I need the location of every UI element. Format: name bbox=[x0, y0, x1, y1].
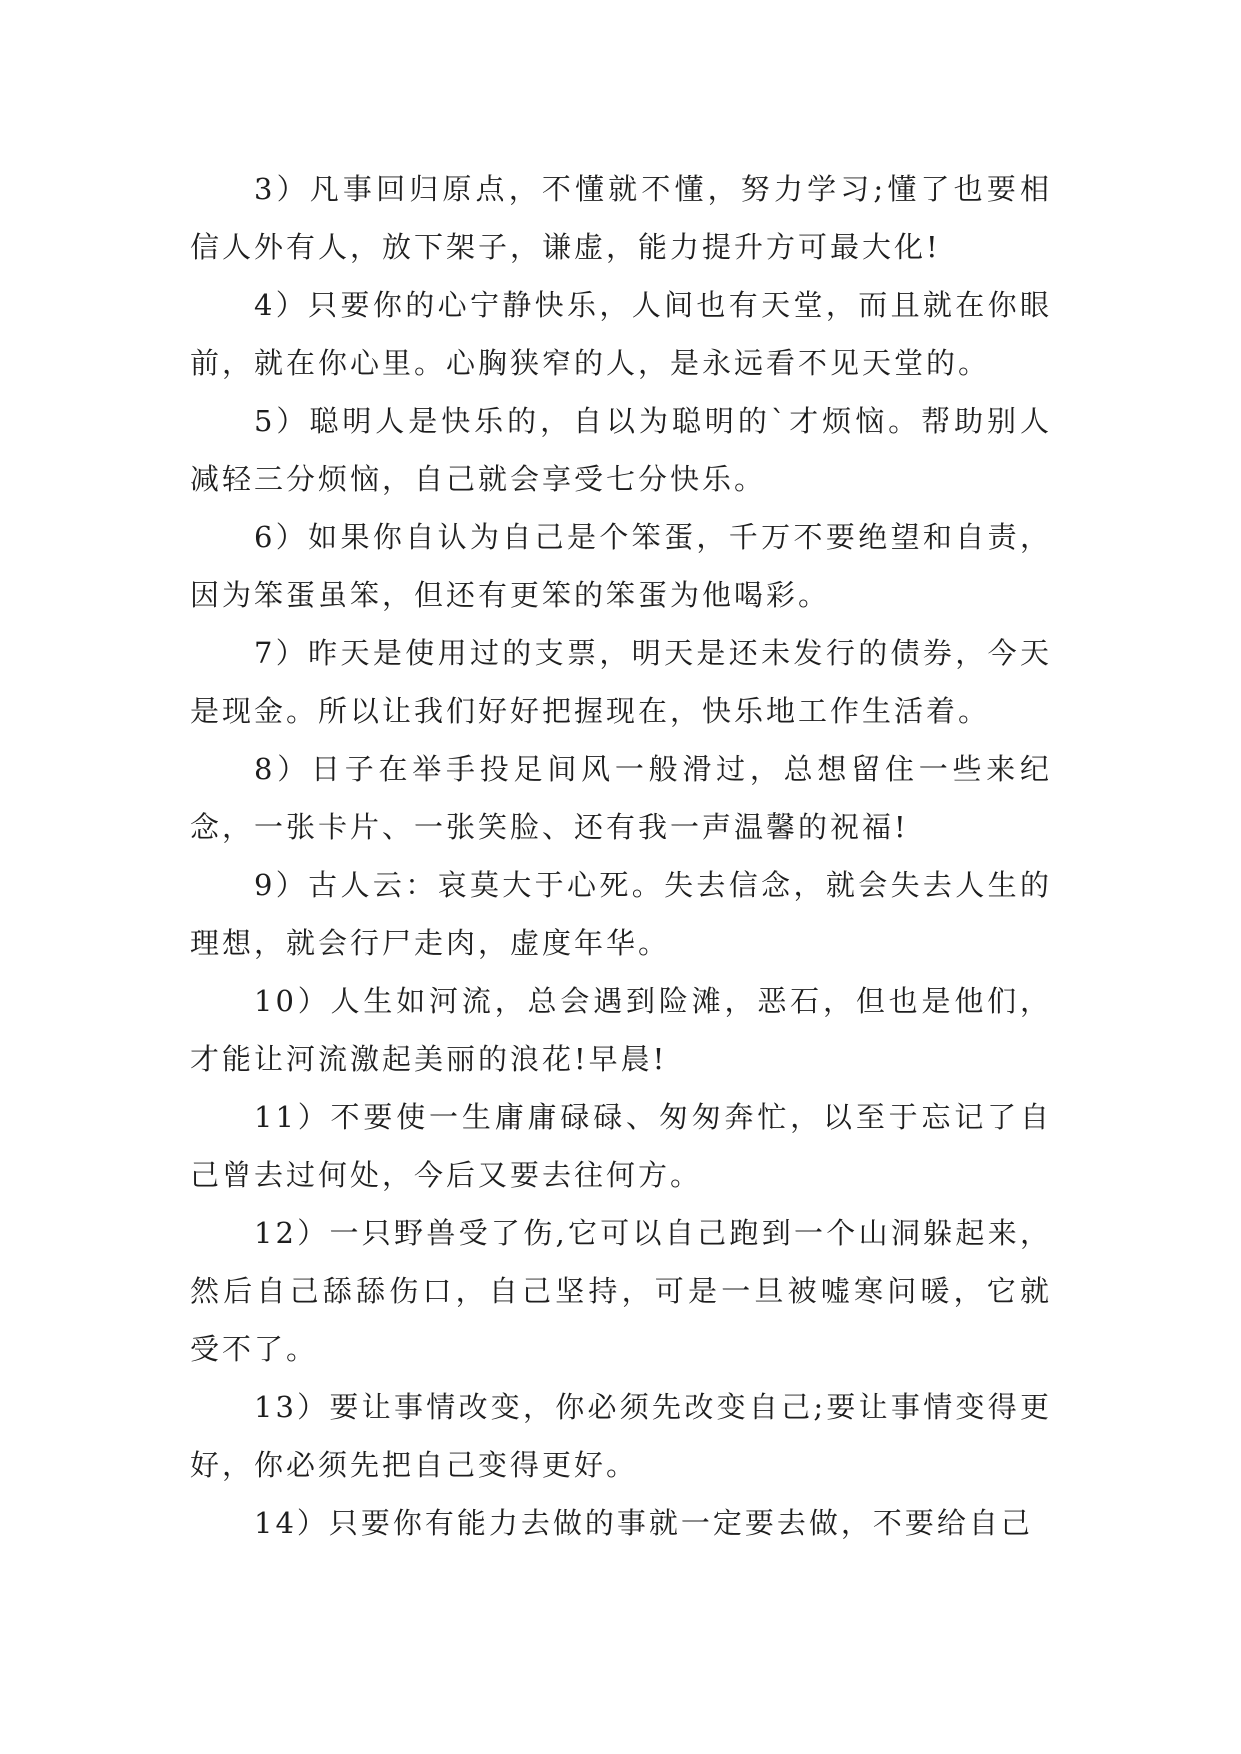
paragraph-4: 4）只要你的心宁静快乐，人间也有天堂，而且就在你眼前，就在你心里。心胸狭窄的人，是永远看不见天堂的。 bbox=[190, 288, 1052, 380]
paragraph-9: 9）古人云：哀莫大于心死。失去信念，就会失去人生的理想，就会行尸走肉，虚度年华。 bbox=[190, 868, 1052, 960]
paragraph-7: 7）昨天是使用过的支票，明天是还未发行的债券，今天是现金。所以让我们好好把握现在，快乐地工作生活着。 bbox=[190, 636, 1052, 728]
paragraph-5: 5）聪明人是快乐的，自以为聪明的`才烦恼。帮助别人减轻三分烦恼，自己就会享受七分快乐。 bbox=[190, 404, 1052, 496]
document-body bbox=[190, 160, 1052, 1552]
paragraph-6: 6）如果你自认为自己是个笨蛋，千万不要绝望和自责，因为笨蛋虽笨，但还有更笨的笨蛋为他喝彩。 bbox=[190, 520, 1052, 612]
paragraph-8: 8）日子在举手投足间风一般滑过，总想留住一些来纪念，一张卡片、一张笑脸、还有我一声温馨的祝福! bbox=[190, 752, 1052, 844]
paragraph-13: 13）要让事情改变，你必须先改变自己;要让事情变得更好，你必须先把自己变得更好。 bbox=[190, 1390, 1052, 1482]
paragraph-11: 11）不要使一生庸庸碌碌、匆匆奔忙，以至于忘记了自己曾去过何处，今后又要去往何方。 bbox=[190, 1100, 1052, 1192]
paragraph-3: 3）凡事回归原点，不懂就不懂，努力学习;懂了也要相信人外有人，放下架子，谦虚，能力提升方可最大化! bbox=[190, 172, 1052, 264]
paragraph-14: 14）只要你有能力去做的事就一定要去做，不要给自己 bbox=[254, 1506, 1033, 1540]
paragraph-10: 10）人生如河流，总会遇到险滩，恶石，但也是他们，才能让河流激起美丽的浪花!早晨! bbox=[190, 984, 1052, 1076]
paragraph-12: 12）一只野兽受了伤,它可以自己跑到一个山洞躲起来，然后自己舔舔伤口，自己坚持，可是一旦被嘘寒问暖，它就受不了。 bbox=[190, 1216, 1052, 1366]
